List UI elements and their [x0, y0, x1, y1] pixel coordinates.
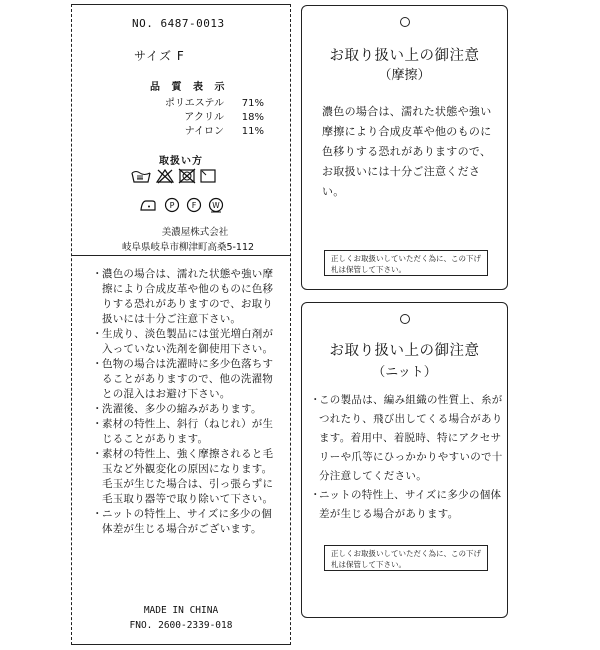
product-number: NO. 6487-0013 [132, 17, 225, 30]
hang-tag-knit [301, 302, 508, 618]
country-of-origin: MADE IN CHINA [143, 605, 219, 616]
tag-subtitle: （ニット） [372, 365, 437, 380]
care-note-text: 素材の特性上、強く摩擦されると毛玉など外観変化の原因になります。毛玉が生じた場合は、引っ張らずに毛玉取り器等で取り除いて下さい。 [102, 448, 274, 505]
care-symbols-row-2 [138, 197, 224, 213]
no-tumble-dry-icon [178, 168, 196, 184]
care-note-text: 生成り、淡色製品には蛍光増白剤が入っていない洗剤を御使用下さい。 [102, 328, 274, 355]
fiber-percent: 18% [241, 112, 264, 123]
list-item: ・ 素材の特性上、強く摩擦されると毛玉など外観変化の原因になります。毛玉が生じた場合は、引っ張らずに毛玉取り器等で取り除いて下さい。 [92, 447, 280, 507]
fiber-percent: 11% [241, 126, 264, 137]
fiber-percent: 71% [241, 98, 264, 109]
list-item: ・ ニットの特性上、サイズに多少の個体差が生じる場合があります。 [310, 486, 506, 524]
iron-low-icon [138, 197, 158, 213]
size-label: サイズ F [134, 49, 185, 63]
list-item: ・ この製品は、編み組織の性質上、糸がつれたり、飛び出してくる場合があります。着用中、着脱時、特にアクセサリーや爪等にひっかかりやすいので十分注意してください。 [310, 391, 506, 486]
dry-clean-p-icon [164, 197, 180, 213]
care-note-text: 色物の場合は洗濯時に多少色落ちすることがありますので、他の洗濯物との混入はお避け下さい。 [102, 358, 274, 400]
hang-tag-friction [301, 5, 508, 290]
tag-footer-note: 正しくお取扱いしていただく為に、この下げ札は保管して下さい。 [324, 545, 488, 571]
list-item: ・ 濃色の場合は、濡れた状態や強い摩擦により合成皮革や他のものに色移りする恐れがありますので、お取り扱いには十分ご注意下さい。 [92, 267, 280, 327]
fiber-name: ナイロン [184, 126, 224, 137]
tag-body-text: 濃色の場合は、濡れた状態や強い摩擦により合成皮革や他のものに色移りする恐れがありますので、お取扱いには十分ご注意ください。 [322, 105, 492, 198]
tag-hole [400, 314, 410, 324]
care-note-text: 洗濯後、多少の縮みがあります。 [102, 403, 262, 415]
fiber-row [152, 125, 264, 139]
svg-text:W: W [212, 201, 220, 210]
list-item: ・ ニットの特性上、サイズに多少の個体差が生じる場合がございます。 [92, 507, 280, 537]
no-bleach-icon [155, 168, 175, 184]
tag-hole [400, 17, 410, 27]
fiber-row [152, 111, 264, 125]
care-label-bottom [72, 256, 290, 644]
care-note-text: 素材の特性上、斜行（ねじれ）が生じることがあります。 [102, 418, 274, 445]
svg-text:F: F [191, 201, 197, 210]
dry-clean-f-icon [186, 197, 202, 213]
tag-footer-note: 正しくお取扱いしていただく為に、この下げ札は保管して下さい。 [324, 250, 488, 276]
list-item: ・ 生成り、淡色製品には蛍光増白剤が入っていない洗剤を御使用下さい。 [92, 327, 280, 357]
maker-address: 岐阜県岐阜市柳津町高桑5-112 [121, 242, 255, 253]
care-notes-list [92, 267, 280, 537]
tag-note-text: この製品は、編み組織の性質上、糸がつれたり、飛び出してくる場合があります。着用中、着脱時、特にアクセサリーや爪等にひっかかりやすいので十分注意してください。 [319, 394, 503, 482]
quality-heading: 品 質 表 示 [150, 82, 229, 93]
tag-title: お取り扱い上の御注意 [329, 343, 480, 359]
tag-subtitle: （摩擦） [378, 68, 431, 83]
maker-name: 美濃屋株式会社 [161, 227, 229, 238]
care-note-text: 濃色の場合は、濡れた状態や強い摩擦により合成皮革や他のものに色移りする恐れがありますので、お取り扱いには十分ご注意下さい。 [102, 268, 274, 325]
wet-clean-icon [208, 197, 224, 213]
hand-wash-icon [130, 168, 152, 184]
tag-note-text: ニットの特性上、サイズに多少の個体差が生じる場合があります。 [319, 489, 502, 520]
fiber-name: ポリエステル [164, 98, 224, 109]
factory-number: FNO. 2600-2339-018 [129, 620, 233, 631]
fiber-composition-table [152, 97, 264, 139]
list-item: ・ 洗濯後、多少の縮みがあります。 [92, 402, 280, 417]
list-item: ・ 色物の場合は洗濯時に多少色落ちすることがありますので、他の洗濯物との混入はお避け下さい。 [92, 357, 280, 402]
tag-title: お取り扱い上の御注意 [329, 48, 480, 64]
list-item: ・ 素材の特性上、斜行（ねじれ）が生じることがあります。 [92, 417, 280, 447]
care-label [71, 4, 291, 645]
fiber-row [152, 97, 264, 111]
tag-notes-list [310, 391, 506, 524]
svg-text:P: P [169, 201, 175, 210]
care-label-top [72, 5, 290, 256]
fiber-name: アクリル [184, 112, 224, 123]
care-note-text: ニットの特性上、サイズに多少の個体差が生じる場合がございます。 [102, 508, 272, 535]
care-instructions-heading: 取扱い方 [159, 156, 203, 167]
care-symbols-row [130, 168, 217, 184]
drip-dry-icon [199, 168, 217, 184]
